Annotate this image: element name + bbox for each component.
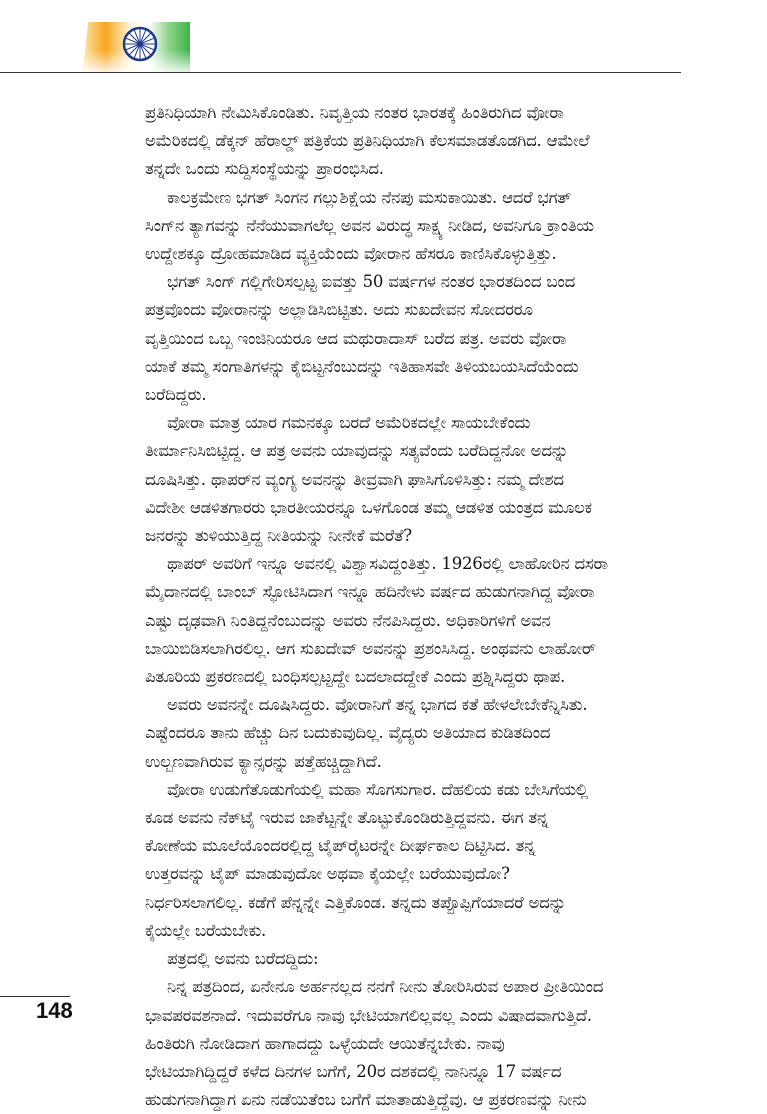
text-line: ಕೋಣೆಯ ಮೂಲೆಯೊಂದರಲ್ಲಿದ್ದ ಟೈಪ್‌ರೈಟರನ್ನೇ ದೀರ್ಘಕಾಲ ದಿಟ್ಟಿಸಿದ. ತನ್ನ [145, 836, 536, 856]
page-number: 148 [36, 998, 73, 1023]
paragraph [145, 184, 685, 269]
text-line: ಯಾಕೆ ತಮ್ಮ ಸಂಗಾತಿಗಳನ್ನು ಕೈಬಿಟ್ಟನೆಂಬುದನ್ನು ಇತಿಹಾಸವೇ ತಿಳಿಯಬಯಸಿದೆಯೆಂದು [145, 356, 579, 376]
indian-flag-chakra-icon [82, 22, 190, 72]
text-line: ಕೂಡ ಅವನು ನೆಕ್‌ಟೈ ಇರುವ ಜಾಕೆಟ್ಟನ್ನೇ ತೊಟ್ಟುಕೊಂಡಿರುತ್ತಿದ್ದವನು. ಈಗ ತನ್ನ [145, 808, 549, 828]
text-line: ತೀರ್ಮಾನಿಸಿಬಿಟ್ಟಿದ್ದ. ಆ ಪತ್ರ ಅವನು ಯಾವುದನ್ನು ಸತ್ಯವೆಂದು ಬರೆದಿದ್ದನೋ ಅದನ್ನು [145, 441, 569, 461]
text-line: ಪತ್ರದಲ್ಲಿ ಅವನು ಬರೆದದ್ದಿದು: [167, 949, 319, 969]
paragraph [145, 409, 685, 550]
paragraph [145, 550, 685, 691]
text-line: ಉತ್ತರವನ್ನು ಟೈಪ್ ಮಾಡುವುದೋ ಅಥವಾ ಕೈಯಲ್ಲೇ ಬರೆಯುವುದೋ? [145, 864, 510, 884]
paragraph [145, 691, 685, 776]
text-line: ಹುಡುಗನಾಗಿದ್ದಾಗ ಏನು ನಡೆಯಿತೆಂಬ ಬಗೆಗೆ ಮಾತಾಡುತ್ತಿದ್ದೆವು. ಆ ಪ್ರಕರಣವನ್ನು ನೀನು [145, 1090, 587, 1110]
text-line: ನಿನ್ನ ಪತ್ರದಿಂದ, ಏನೇನೂ ಅರ್ಹನಲ್ಲದ ನನಗೆ ನೀನು ತೋರಿಸಿರುವ ಅಪಾರ ಪ್ರೀತಿಯಿಂದ [167, 977, 604, 997]
text-line: ಪತ್ರವೊಂದು ವೋರಾನನ್ನು ಅಲ್ಲಾಡಿಸಿಬಿಟ್ಟಿತು. ಅದು ಸುಖದೇವನ ಸೋದರರೂ [145, 300, 533, 320]
text-line: ಎಷ್ಟು ದೃಢವಾಗಿ ನಿಂತಿದ್ದನೆಂಬುದನ್ನು ಅವರು ನೆನಪಿಸಿದ್ದರು. ಅಧಿಕಾರಿಗಳಿಗೆ ಅವನ [145, 610, 551, 630]
paragraph [145, 99, 685, 184]
header-divider [0, 72, 681, 73]
text-line: ಉದ್ದೇಶಕ್ಕೂ ದ್ರೋಹಮಾಡಿದ ವ್ಯಕ್ತಿಯೆಂದು ವೋರಾನ ಹೆಸರೂ ಕಾಣಿಸಿಕೊಳ್ಳುತ್ತಿತ್ತು. [145, 244, 557, 264]
text-line: ವಿದೇಶೀ ಆಡಳಿತಗಾರರು ಭಾರತೀಯರನ್ನೂ ಒಳಗೊಂಡ ತಮ್ಮ ಆಡಳಿತ ಯಂತ್ರದ ಮೂಲಕ [145, 497, 592, 517]
paragraph [145, 945, 685, 973]
text-line: ಮೈದಾನದಲ್ಲಿ ಬಾಂಬ್ ಸ್ಫೋಟಿಸಿದಾಗ ಇನ್ನೂ ಹದಿನೇಳು ವರ್ಷದ ಹುಡುಗನಾಗಿದ್ದ ವೋರಾ [145, 582, 595, 602]
text-line: ಭೇಟಿಯಾಗಿದ್ದಿದ್ದರೆ ಕಳೆದ ದಿನಗಳ ಬಗೆಗೆ, 20ರ ದಶಕದಲ್ಲಿ ನಾನಿನ್ನೂ 17 ವರ್ಷದ [145, 1061, 562, 1081]
text-line: ನಿರ್ಧರಿಸಲಾಗಲಿಲ್ಲ. ಕಡೆಗೆ ಪೆನ್ನನ್ನೇ ಎತ್ತಿಕೊಂಡ. ತನ್ನದು ತಪ್ಪೊಪ್ಪಿಗೆಯಾದರೆ ಅದನ್ನು [145, 892, 567, 912]
text-line: ಜನರನ್ನು ತುಳಿಯುತ್ತಿದ್ದ ನೀತಿಯನ್ನು ನೀನೇಕೆ ಮರೆತೆ? [145, 526, 412, 546]
text-line: ಅವರು ಅವನನ್ನೇ ದೂಷಿಸಿದ್ದರು. ವೋರಾನಿಗೆ ತನ್ನ ಭಾಗದ ಕತೆ ಹೇಳಲೇಬೇಕೆನ್ನಿಸಿತು. [167, 695, 588, 715]
text-line: ವೃತ್ತಿಯಿಂದ ಒಬ್ಬ ಇಂಜಿನಿಯರೂ ಆದ ಮಥುರಾದಾಸ್ ಬರೆದ ಪತ್ರ. ಅವರು ವೋರಾ [145, 328, 567, 348]
text-line: ಬರೆದಿದ್ದರು. [145, 385, 207, 405]
paragraph [145, 268, 685, 409]
text-line: ಥಾಪರ್ ಅವರಿಗೆ ಇನ್ನೂ ಅವನಲ್ಲಿ ವಿಶ್ವಾಸವಿದ್ದಂತಿತ್ತು. 1926ರಲ್ಲಿ ಲಾಹೋರಿನ ದಸರಾ [167, 554, 608, 574]
text-line: ಪಿತೂರಿಯ ಪ್ರಕರಣದಲ್ಲಿ ಬಂಧಿಸಲ್ಪಟ್ಟದ್ದೇ ಬದಲಾದದ್ದೇಕೆ ಎಂದು ಪ್ರಶ್ನಿಸಿದ್ದರು ಥಾಪ. [145, 667, 566, 687]
text-line: ತನ್ನದೇ ಒಂದು ಸುದ್ದಿಸಂಸ್ಥೆಯನ್ನು ಪ್ರಾರಂಭಿಸಿದ. [145, 159, 384, 179]
text-line: ಉಲ್ಬಣವಾಗಿರುವ ಕ್ಯಾನ್ಸರನ್ನು ಪತ್ತೆಹಚ್ಚಿದ್ದಾಗಿದೆ. [145, 751, 382, 771]
text-line: ಸಿಂಗ್‌ನ ತ್ಯಾಗವನ್ನು ನೆನೆಯುವಾಗಲೆಲ್ಲ ಅವನ ವಿರುದ್ಧ ಸಾಕ್ಷ್ಯ ನೀಡಿದ, ಅವನಿಗೂ ಕ್ರಾಂತಿಯ [145, 215, 594, 235]
text-line: ವೋರಾ ಉಡುಗೆತೊಡುಗೆಯಲ್ಲಿ ಮಹಾ ಸೊಗಸುಗಾರ. ದೆಹಲಿಯ ಕಡು ಬೇಸಿಗೆಯಲ್ಲಿ [167, 779, 589, 799]
text-line: ಪ್ರತಿನಿಧಿಯಾಗಿ ನೇಮಿಸಿಕೊಂಡಿತು. ನಿವೃತ್ತಿಯ ನಂತರ ಭಾರತಕ್ಕೆ ಹಿಂತಿರುಗಿದ ವೋರಾ [145, 103, 564, 122]
text-line: ವೋರಾ ಮಾತ್ರ ಯಾರ ಗಮನಕ್ಕೂ ಬರದೆ ಅಮೆರಿಕದಲ್ಲೇ ಸಾಯಬೇಕೆಂದು [167, 413, 531, 433]
text-line: ಅಮೆರಿಕದಲ್ಲಿ ಡೆಕ್ಕನ್ ಹೆರಾಲ್ಡ್ ಪತ್ರಿಕೆಯ ಪ್ರತಿನಿಧಿಯಾಗಿ ಕೆಲಸಮಾಡತೊಡಗಿದ. ಆಮೇಲೆ [145, 131, 590, 151]
text-line: ಹಿಂತಿರುಗಿ ನೋಡಿದಾಗ ಹಾಗಾದದ್ದು ಒಳ್ಳೆಯದೇ ಆಯಿತೆನ್ನಬೇಕು. ನಾವು [145, 1033, 505, 1053]
text-line: ದೂಷಿಸಿತ್ತು. ಥಾಪರ್‌ನ ವ್ಯಂಗ್ಯ ಅವನನ್ನು ತೀವ್ರವಾಗಿ ಘಾಸಿಗೊಳಿಸಿತ್ತು: ನಮ್ಮ ದೇಶದ [145, 469, 564, 489]
text-line: ಭಗತ್ ಸಿಂಗ್ ಗಲ್ಲಿಗೇರಿಸಲ್ಪಟ್ಟ ಐವತ್ತು 50 ವರ್ಷಗಳ ನಂತರ ಭಾರತದಿಂದ ಬಂದ [167, 272, 576, 292]
text-line: ಭಾವಪರವಶನಾದೆ. ಇದುವರೆಗೂ ನಾವು ಭೇಟಿಯಾಗಲಿಲ್ಲವಲ್ಲ ಎಂದು ವಿಷಾದವಾಗುತ್ತಿದೆ. [145, 1005, 592, 1025]
page-body-text [145, 99, 685, 1114]
text-line: ಕೈಯಲ್ಲೇ ಬರೆಯಬೇಕು. [145, 920, 267, 940]
text-line: ಬಾಯಿಬಿಡಿಸಲಾಗಿರಲಿಲ್ಲ. ಆಗ ಸುಖದೇವ್ ಅವನನ್ನು ಪ್ರಶಂಸಿಸಿದ್ದ. ಅಂಥವನು ಲಾಹೋರ್ [145, 638, 596, 658]
text-line: ಎಷ್ಟೆಂದರೂ ತಾನು ಹೆಚ್ಚು ದಿನ ಬದುಕುವುದಿಲ್ಲ. ವೈದ್ಯರು ಅತಿಯಾದ ಕುಡಿತದಿಂದ [145, 723, 551, 743]
text-line: ಕಾಲಕ್ರಮೇಣ ಭಗತ್ ಸಿಂಗನ ಗಲ್ಲುಶಿಕ್ಷೆಯ ನೆನಪು ಮಸುಕಾಯಿತು. ಆದರೆ ಭಗತ್ [167, 187, 572, 207]
paragraph [145, 776, 685, 945]
footer-divider [0, 996, 70, 997]
